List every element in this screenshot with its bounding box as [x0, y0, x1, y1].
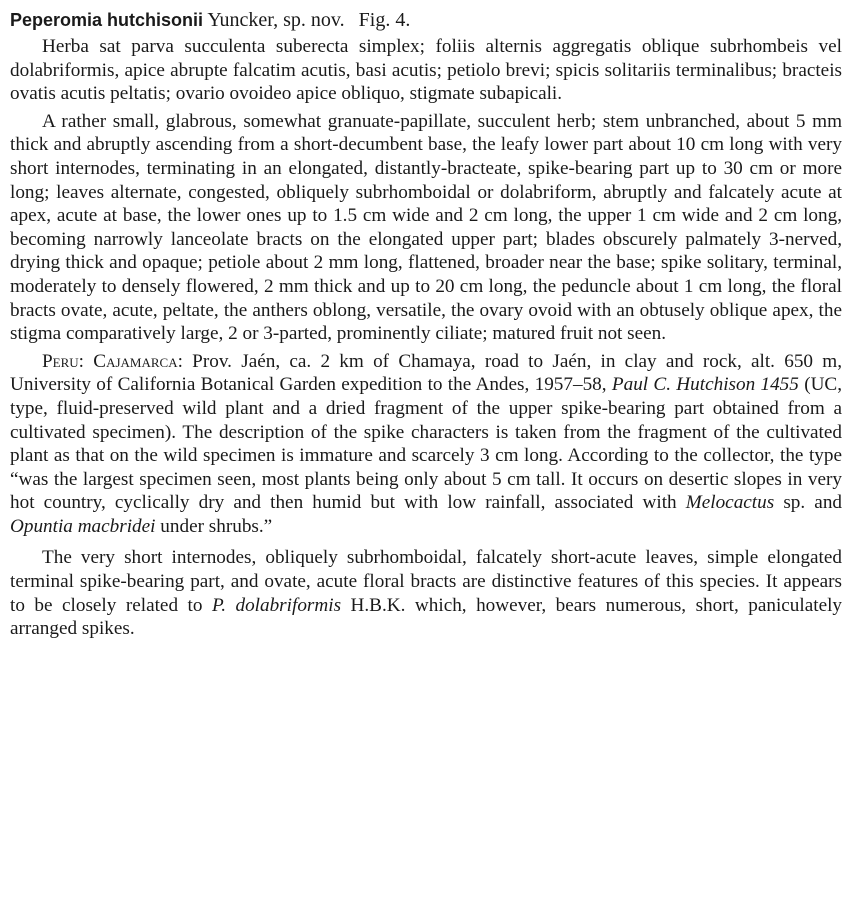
discussion-text-end: H.B.K. which, however, bears numerous, short, paniculately arranged spikes. — [10, 594, 843, 640]
specimen-notes-end: under shrubs.” — [160, 515, 273, 537]
country-name: Peru — [42, 350, 79, 372]
related-species: P. dolabriformis — [211, 594, 342, 616]
associated-species: Opuntia macbridei — [10, 515, 156, 537]
latin-diagnosis: Herba sat parva succulenta suberecta simplex; foliis alternis aggregatis oblique subrhombeis vel dolabriformis, apice abrupte falcatim acutis, basi acutis; petiolo brevi; spicis solitariis terminalibus; bracteis ovatis acutis peltatis; ovario ovoideo apice obliquo, stigmate subapicali. — [10, 36, 842, 105]
region-name: Cajamarca — [93, 350, 178, 372]
discussion-text: The very short internodes, obliquely subrhomboidal, falcately short-acute leaves, simple elongated terminal spike-bearing part, and ovate, acute floral bracts are distinctive features of this species. It appears to be closely related to — [10, 547, 842, 616]
figure-reference: Fig. 4. — [358, 9, 411, 31]
species-author: Yuncker, sp. nov. — [207, 9, 345, 31]
collector-name: Paul C. Hutchison 1455 — [611, 374, 799, 396]
article-page — [10, 8, 842, 641]
specimen-citation: Peru: Cajamarca: Prov. Jaén, ca. 2 km of Chamaya, road to Jaén, in clay and rock, alt. 650 m, University of California Botanical Garden expedition to the Andes, 1957–58, Paul C. Hutchison 1455 (UC, type, fluid-preserved wild plant and a dried fragment of the upper spike-bearing part obtained from a cultivated specimen). The description of the spike characters is taken from the fragment of the cultivated plant as that on the wild specimen is immature and scarcely 3 cm long. According to the collector, the type “was the largest specimen seen, most plants being only about 5 cm tall. It occurs on desertic slopes in very hot country, cyclically dry and then humid but with low rainfall, associated with Melocactus sp. and Opuntia macbridei under shrubs.” — [10, 350, 843, 537]
specimen-notes: (UC, type, fluid-preserved wild plant and a dried fragment of the upper spike-bearing part obtained from a cultivated specimen). The description of the spike characters is taken from the fragment of the cultivated plant as that on the wild specimen is immature and scarcely 3 cm long. According to the collector, the type “was the largest specimen seen, most plants being only about 5 cm tall. It occurs on desertic slopes in very hot country, cyclically dry and then humid but with low rainfall, associated with — [10, 374, 843, 514]
specimen-locality: Prov. Jaén, ca. 2 km of Chamaya, road to Jaén, in clay and rock, alt. 650 m, University of California Botanical Garden expedition to the Andes, 1957–58, — [10, 350, 842, 396]
specimen-notes-cont: sp. and — [783, 492, 843, 514]
species-description: A rather small, glabrous, somewhat granuate-papillate, succulent herb; stem unbranched, about 5 mm thick and abruptly ascending from a short-decumbent base, the leafy lower part about 10 cm long with very short internodes, terminating in an elongated, distantly-bracteate, spike-bearing part up to 30 cm or more long; leaves alternate, congested, obliquely subrhomboidal or dolabriform, abruptly and falcately acute at apex, acute at base, the lower ones up to 1.5 cm wide and 2 cm long, the upper 1 cm wide and 2 cm long, becoming narrowly lanceolate bracts on the elongated upper part; blades obscurely palmately 3-nerved, drying thick and opaque; petiole about 2 mm long, flattened, broader near the base; spike solitary, terminal, moderately to densely flowered, 2 mm thick and up to 20 cm long, the peduncle about 1 cm long, the floral bracts ovate, acute, peltate, the anthers oblong, versatile, the ovary ovoid with an obtusely oblique apex, the stigma comparatively large, 2 or 3-parted, prominently ciliate; matured fruit not seen. — [10, 110, 842, 345]
discussion-paragraph — [10, 546, 842, 640]
associated-genus: Melocactus — [685, 492, 775, 514]
species-name: Peperomia hutchisonii — [10, 10, 204, 30]
species-heading — [10, 8, 842, 32]
